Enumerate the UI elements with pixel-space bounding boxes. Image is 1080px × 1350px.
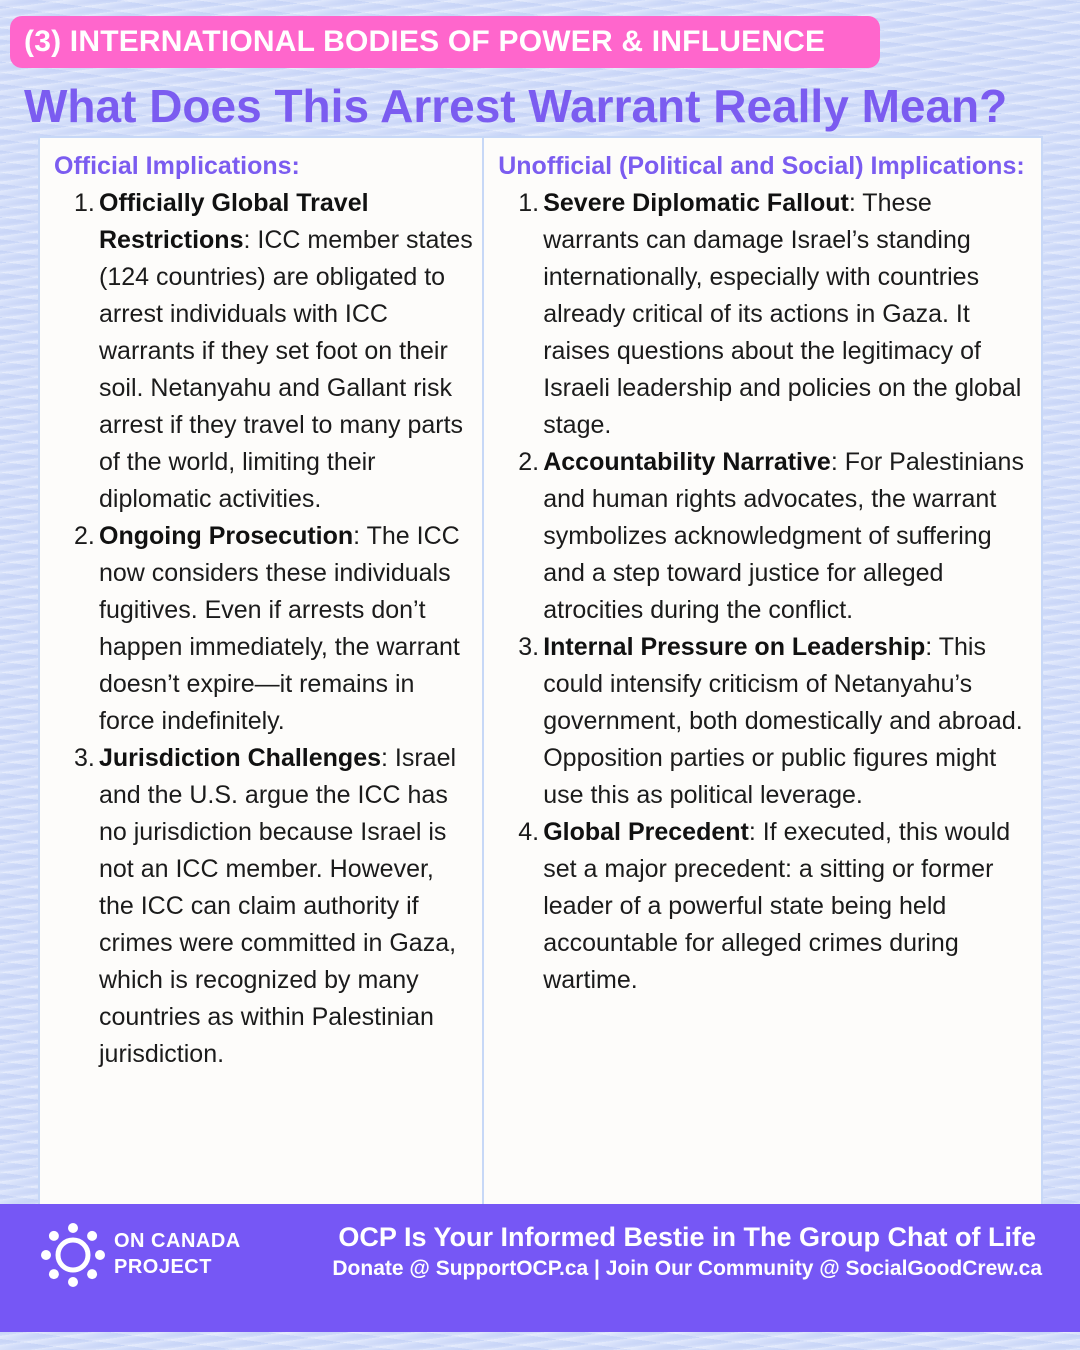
list-item-number: 4. [518, 818, 540, 846]
sun-icon [40, 1222, 106, 1288]
series-label-badge [10, 16, 880, 68]
list-item-number: 3. [74, 744, 95, 772]
brand-logo-text [114, 1228, 241, 1280]
list-item [498, 444, 1031, 629]
brand-line-1: ON CANADA [114, 1230, 241, 1252]
list-item-text: : This could intensify criticism of Netanyahu’s government, both domestically and abroad. Opposition parties or public figures might use this as political leverage. [543, 633, 1023, 809]
page-title: What Does This Arrest Warrant Really Mean? [24, 80, 1008, 132]
brand-line-2: PROJECT [114, 1256, 212, 1278]
list-item-number: 2. [518, 448, 540, 476]
list-item [54, 518, 474, 740]
list-item-number: 1. [74, 189, 95, 217]
official-implications-heading: Official Implications: [54, 152, 300, 180]
list-item-text: : ICC member states (124 countries) are obligated to arrest individuals with ICC warrants if they set foot on their soil. Netanyahu and Gallant risk arrest if they travel to many parts of the world, limiting their diplomatic activities. [99, 226, 473, 513]
unofficial-implications-column [484, 138, 1041, 1204]
footer-bar [0, 1204, 1080, 1332]
list-item-term: Jurisdiction Challenges [99, 744, 382, 772]
list-item-number: 2. [74, 522, 95, 550]
series-label-text: (3) INTERNATIONAL BODIES OF POWER & INFLUENCE [24, 25, 826, 58]
list-item [498, 629, 1031, 814]
list-item-text: : The ICC now considers these individuals fugitives. Even if arrests don’t happen immediately, the warrant doesn’t expire—it remains in force indefinitely. [99, 522, 460, 735]
list-item-text: : If executed, this would set a major precedent: a sitting or former leader of a powerful state being held accountable for alleged crimes during wartime. [543, 818, 1011, 994]
footer-tagline: OCP Is Your Informed Bestie in The Group Chat of Life [338, 1222, 1036, 1252]
list-item [498, 185, 1031, 444]
list-item-text: : These warrants can damage Israel’s standing internationally, especially with countries already critical of its actions in Gaza. It raises questions about the legitimacy of Israeli leadership and policies on the global stage. [543, 189, 1022, 439]
list-item-term: Officially Global Travel Restrictions [99, 189, 369, 254]
unofficial-implications-list [498, 185, 1031, 999]
list-item [54, 185, 474, 518]
list-item-term: Global Precedent [543, 818, 749, 846]
list-item-text: : For Palestinians and human rights advocates, the warrant symbolizes acknowledgment of suffering and a step toward justice for alleged atrocities during the conflict. [543, 448, 1024, 624]
list-item-term: Internal Pressure on Leadership [543, 633, 926, 661]
list-item-text: : Israel and the U.S. argue the ICC has no jurisdiction because Israel is not an ICC member. However, the ICC can claim authority if crimes were committed in Gaza, which is recognized by many countries as within Palestinian jurisdiction. [99, 744, 457, 1068]
list-item-term: Severe Diplomatic Fallout [543, 189, 849, 217]
list-item-number: 1. [518, 189, 540, 217]
list-item [54, 740, 474, 1073]
official-implications-column [40, 138, 482, 1204]
list-item-term: Accountability Narrative [543, 448, 831, 476]
list-item-term: Ongoing Prosecution [99, 522, 354, 550]
list-item [498, 814, 1031, 999]
footer-donate-line: Donate @ SupportOCP.ca | Join Our Community @ SocialGoodCrew.ca [332, 1257, 1042, 1280]
unofficial-implications-heading: Unofficial (Political and Social) Implications: [498, 152, 1025, 180]
content-panel [38, 136, 1043, 1206]
official-implications-list [54, 185, 474, 1073]
list-item-number: 3. [518, 633, 540, 661]
